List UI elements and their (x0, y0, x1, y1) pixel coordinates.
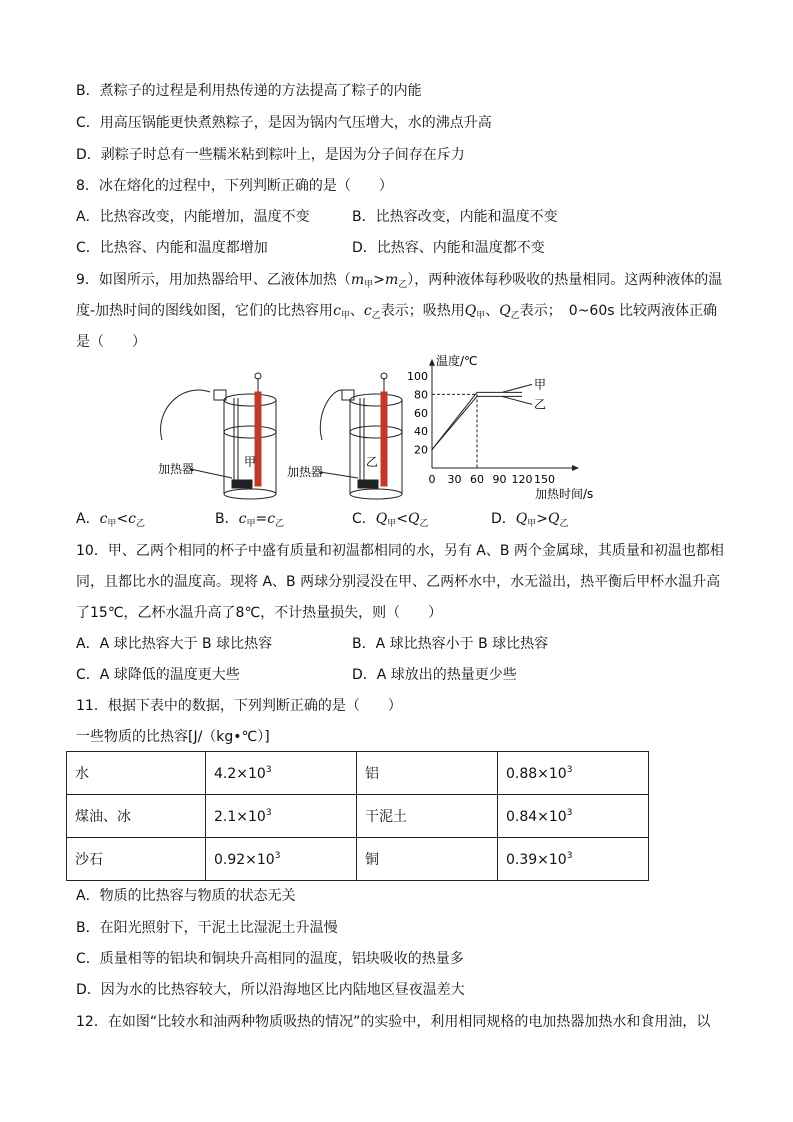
x-tick-label: 150 (534, 473, 555, 486)
x-tick-label: 30 (447, 473, 462, 486)
heater1-label: 加热器 (158, 462, 195, 476)
series-leader-0 (502, 384, 532, 392)
q9-option-c: C．$Q_甲<Q_乙$ (352, 511, 429, 529)
value-cell: $0.88\times 10^3$ (498, 752, 649, 795)
q10-line2: 同，且都比水的温度高。现将 A、B 两球分别浸没在甲、乙两杯水中，水无溢出，热平衡后甲杯水温升高 (76, 574, 721, 590)
q10-line1: 10．甲、乙两个相同的杯子中盛有质量和初温都相同的水，另有 A、B 两个金属球，其质量和初温也都相 (76, 543, 724, 559)
y-axis-label: 温度/℃ (436, 353, 478, 368)
q10-option-a: A．A 球比热容大于 B 球比热容 (76, 636, 273, 652)
q11-table-caption: 一些物质的比热容[J/（kg•℃）] (76, 729, 270, 745)
beaker-jia (161, 373, 276, 499)
q9-option-a: A．$c_甲<c_乙$ (76, 511, 146, 529)
substance-cell: 干泥土 (357, 795, 498, 838)
table-row (67, 752, 649, 795)
value-cell: $4.2\times 10^3$ (206, 752, 357, 795)
table-row (67, 838, 649, 881)
substance-cell: 沙石 (67, 838, 206, 881)
q10-options-row1 (76, 634, 549, 654)
x-tick-label: 60 (470, 473, 484, 486)
table-row (67, 795, 649, 838)
exponent: 3 (566, 764, 573, 775)
beaker-yi (320, 373, 402, 499)
q8-options-row1 (76, 207, 558, 227)
x-axis-label: 加热时间/s (535, 487, 594, 501)
q8-option-b: B．比热容改变，内能和温度不变 (352, 209, 558, 225)
value-cell: $2.1\times 10^3$ (206, 795, 357, 838)
heater2-label: 加热器 (287, 465, 324, 479)
q11-option-a: A．物质的比热容与物质的状态无关 (76, 888, 296, 904)
value-cell: $0.92\times 10^3$ (206, 838, 357, 881)
value-cell: $0.39\times 10^3$ (498, 838, 649, 881)
q7-option-c: C．用高压锅能更快煮熟粽子，是因为锅内气压增大，水的沸点升高 (76, 115, 492, 131)
exponent: 3 (274, 850, 281, 861)
q9-line3: 是（ ） (76, 334, 146, 350)
q9-option-b: B．$c_甲=c_乙$ (215, 511, 285, 529)
exponent: 3 (265, 807, 272, 818)
q8-option-c: C．比热容、内能和温度都增加 (76, 240, 268, 256)
q10-options-row2 (76, 665, 517, 685)
x-tick-label: 0 (428, 473, 436, 486)
series-leader-1 (502, 396, 532, 404)
x-tick-label: 120 (511, 473, 533, 486)
q12-line1: 12．在如图“比较水和油两种物质吸热的情况”的实验中，利用相同规格的电加热器加热水和食用油，以 (76, 1014, 711, 1030)
y-tick-label: 80 (414, 388, 428, 402)
q7-option-b: B．煮粽子的过程是利用热传递的方法提高了粽子的内能 (76, 83, 422, 99)
substance-cell: 铝 (357, 752, 498, 795)
heater1-leader (190, 469, 232, 478)
substance-cell: 水 (67, 752, 206, 795)
q11-option-d: D．因为水的比热容较大，所以沿海地区比内陆地区昼夜温差大 (76, 982, 465, 998)
q10-option-b: B．A 球比热容小于 B 球比热容 (352, 636, 549, 652)
q8-options-row2 (76, 238, 545, 258)
heater2-leader (320, 472, 358, 478)
exponent: 3 (566, 807, 573, 818)
substance-cell: 煤油、冰 (67, 795, 206, 838)
q8-option-a: A．比热容改变，内能增加，温度不变 (76, 209, 310, 225)
series-label-1: 乙 (534, 397, 547, 412)
q9-option-d: D．$Q_甲>Q_乙$ (491, 511, 569, 529)
q7-option-d: D．剥粽子时总有一些糯米粘到粽叶上，是因为分子间存在斥力 (76, 147, 465, 163)
y-axis-arrow (429, 359, 435, 366)
beaker1-label: 甲 (244, 455, 257, 469)
q11-option-c: C．质量相等的铝块和铜块升高相同的温度，铝块吸收的热量多 (76, 951, 464, 967)
y-tick-label: 40 (414, 425, 428, 439)
q11-option-b: B．在阳光照射下，干泥土比湿泥土升温慢 (76, 920, 338, 936)
series-label-0: 甲 (534, 377, 547, 392)
x-tick-label: 90 (492, 473, 507, 486)
q9-figure (150, 353, 594, 502)
beaker2-label: 乙 (366, 455, 379, 469)
q9-line1: 9．如图所示，用加热器给甲、乙液体加热$(m_甲>m_乙)$，两种液体每秒吸收的热量相同。这两种液体的温 (76, 272, 723, 290)
q10-option-d: D．A 球放出的热量更少些 (352, 667, 517, 683)
temperature-time-chart (407, 353, 593, 501)
y-tick-label: 60 (414, 406, 428, 420)
q11-stem: 11．根据下表中的数据，下列判断正确的是（ ） (76, 698, 402, 714)
exponent: 3 (265, 764, 272, 775)
value-cell: $0.84\times 10^3$ (498, 795, 649, 838)
q10-option-c: C．A 球降低的温度更大些 (76, 667, 240, 683)
q9-line2: 度-加热时间的图线如图，它们的比热容用$c_甲$、$c_乙$表示；吸热用$Q_甲$、$Q_乙$表示； 0~60s 比较两液体正确 (76, 303, 717, 321)
exponent: 3 (566, 850, 573, 861)
q8-stem: 8．冰在熔化的过程中，下列判断正确的是（ ） (76, 178, 393, 194)
q10-line3: 了15℃，乙杯水温升高了8℃，不计热量损失，则（ ） (76, 605, 443, 621)
q8-option-d: D．比热容、内能和温度都不变 (352, 240, 545, 256)
x-axis-arrow (572, 465, 579, 471)
y-tick-label: 100 (407, 370, 428, 383)
substance-cell: 铜 (357, 838, 498, 881)
specific-heat-table (66, 751, 649, 881)
y-tick-label: 20 (414, 443, 428, 457)
